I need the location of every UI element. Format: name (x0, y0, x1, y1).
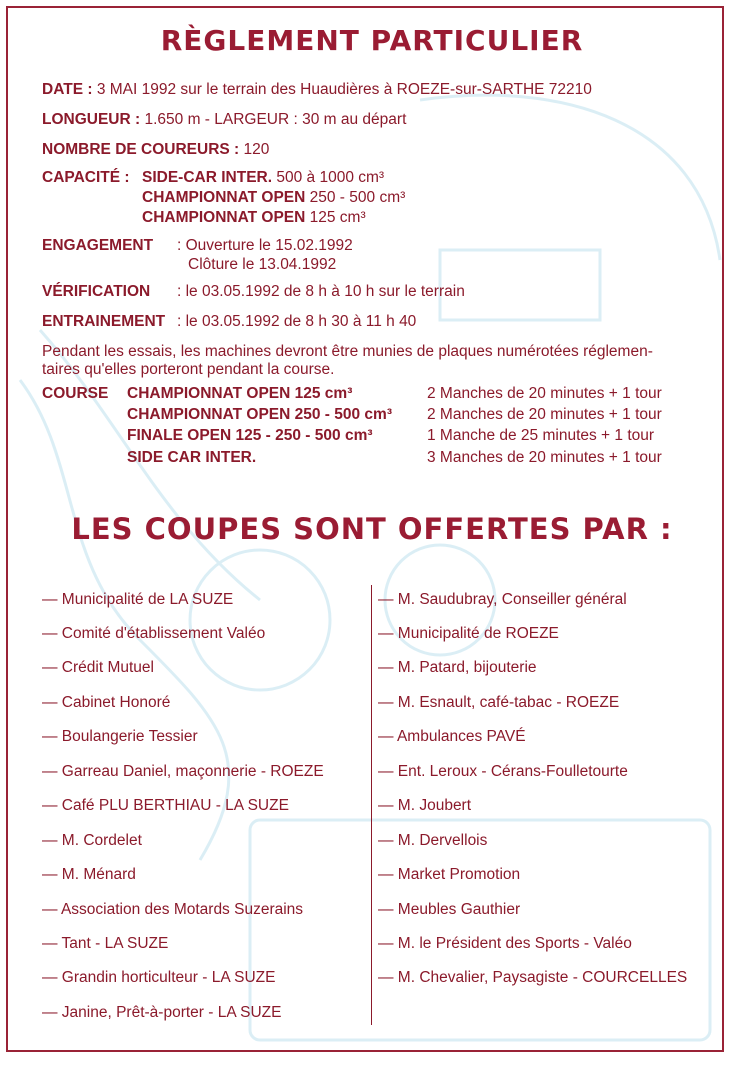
longueur-label: LONGUEUR : (42, 111, 141, 128)
sponsor-item: — Ambulances PAVÉ (378, 728, 526, 745)
course-category: FINALE OPEN 125 - 250 - 500 cm³ (127, 427, 373, 444)
sponsor-item: — Tant - LA SUZE (42, 935, 169, 952)
coureurs-line (42, 140, 269, 160)
sponsor-item: — M. Saudubray, Conseiller général (378, 591, 627, 608)
column-divider (371, 585, 372, 1025)
verification-label: VÉRIFICATION (42, 283, 151, 300)
sponsor-item: — Comité d'établissement Valéo (42, 625, 266, 642)
entrainement-label: ENTRAINEMENT (42, 313, 166, 330)
sponsor-item: — Garreau Daniel, maçonnerie - ROEZE (42, 763, 324, 780)
note-line-1: Pendant les essais, les machines devront être munies de plaques numérotées réglemen- (42, 343, 653, 360)
sponsor-item: — Association des Motards Suzerains (42, 901, 304, 918)
capacite-block (42, 168, 642, 230)
sponsor-item: — Crédit Mutuel (42, 659, 154, 676)
sponsor-item: — M. Dervellois (378, 832, 488, 849)
course-category: CHAMPIONNAT OPEN 250 - 500 cm³ (127, 406, 392, 423)
sponsor-item: — M. Esnault, café-tabac - ROEZE (378, 694, 620, 711)
sponsor-item: — Grandin horticulteur - LA SUZE (42, 969, 276, 986)
entrainement-value: : le 03.05.1992 de 8 h 30 à 11 h 40 (177, 313, 417, 330)
capacite-label: CAPACITÉ : (42, 169, 130, 186)
longueur-value: 1.650 m - LARGEUR : 30 m au départ (144, 111, 407, 128)
date-line (42, 80, 592, 100)
date-value: 3 MAI 1992 sur le terrain des Huaudières à ROEZE-sur-SARTHE 72210 (96, 81, 592, 98)
verification-line (42, 282, 642, 302)
engagement-block (42, 236, 642, 276)
capacite-row: SIDE-CAR INTER. 500 à 1000 cm³ (142, 169, 385, 186)
coureurs-value: 120 (243, 141, 270, 158)
sponsor-item: — M. Patard, bijouterie (378, 659, 537, 676)
note-line-2: taires qu'elles porteront pendant la course. (42, 361, 335, 378)
sponsor-item: — Cabinet Honoré (42, 694, 171, 711)
sponsor-item: — Market Promotion (378, 866, 521, 883)
sponsor-item: — M. Cordelet (42, 832, 142, 849)
engagement-opening: : Ouverture le 15.02.1992 (177, 237, 353, 254)
verification-value: : le 03.05.1992 de 8 h à 10 h sur le terrain (177, 283, 465, 300)
coureurs-label: NOMBRE DE COUREURS : (42, 141, 240, 158)
sponsor-item: — Meubles Gauthier (378, 901, 521, 918)
sponsor-item: — Municipalité de LA SUZE (42, 591, 234, 608)
entrainement-line (42, 312, 642, 332)
sponsor-item: — M. Chevalier, Paysagiste - COURCELLES (378, 969, 688, 986)
sponsor-item: — Boulangerie Tessier (42, 728, 198, 745)
engagement-closing: Clôture le 13.04.1992 (188, 256, 337, 273)
sponsor-item: — Ent. Leroux - Cérans-Foulletourte (378, 763, 628, 780)
engagement-label: ENGAGEMENT (42, 237, 154, 254)
capacite-row: CHAMPIONNAT OPEN 125 cm³ (142, 209, 366, 226)
course-detail: 1 Manche de 25 minutes + 1 tour (427, 427, 655, 444)
course-category: SIDE CAR INTER. (127, 449, 257, 466)
course-category: CHAMPIONNAT OPEN 125 cm³ (127, 385, 353, 402)
sponsor-item: — M. Joubert (378, 797, 472, 814)
longueur-line (42, 110, 406, 130)
course-detail: 2 Manches de 20 minutes + 1 tour (427, 385, 662, 402)
course-detail: 3 Manches de 20 minutes + 1 tour (427, 449, 662, 466)
course-detail: 2 Manches de 20 minutes + 1 tour (427, 406, 662, 423)
sponsor-item: — Café PLU BERTHIAU - LA SUZE (42, 797, 289, 814)
capacite-row: CHAMPIONNAT OPEN 250 - 500 cm³ (142, 189, 406, 206)
date-label: DATE : (42, 81, 93, 98)
sponsor-item: — Municipalité de ROEZE (378, 625, 559, 642)
sponsor-item: — Janine, Prêt-à-porter - LA SUZE (42, 1004, 282, 1021)
sponsor-item: — M. le Président des Sports - Valéo (378, 935, 632, 952)
coupes-title: LES COUPES SONT OFFERTES PAR : (71, 512, 673, 546)
page-title: RÈGLEMENT PARTICULIER (160, 24, 584, 57)
course-label: COURSE (42, 385, 109, 402)
sponsor-item: — M. Ménard (42, 866, 136, 883)
